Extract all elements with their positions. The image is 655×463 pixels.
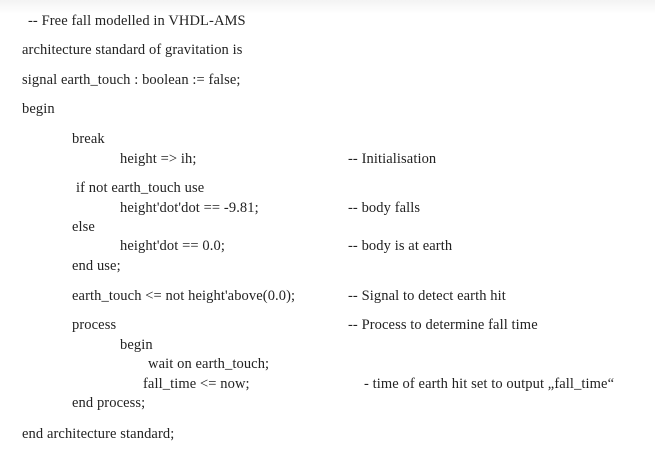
code-line-wait-on: wait on earth_touch; [148,356,270,372]
code-line-height-init: height => ih; [120,151,197,167]
comment-process-determine: -- Process to determine fall time [348,317,538,333]
code-line-end-architecture: end architecture standard; [22,426,175,442]
top-shading [0,0,655,14]
code-line-if-not: if not earth_touch use [76,180,205,196]
code-line-end-process: end process; [72,395,146,411]
code-line-process: process [72,317,117,333]
code-line-end-use: end use; [72,258,121,274]
comment-signal-detect: -- Signal to detect earth hit [348,288,506,304]
code-line-begin: begin [22,101,55,117]
code-line-architecture: architecture standard of gravitation is [22,42,243,58]
code-line-earth-touch: earth_touch <= not height'above(0.0); [72,288,296,304]
comment-initialisation: -- Initialisation [348,151,437,167]
code-line-else: else [72,219,95,235]
code-line-dotdot: height'dot'dot == -9.81; [120,200,259,216]
code-line-title-comment: -- Free fall modelled in VHDL-AMS [28,13,246,29]
comment-body-at-earth: -- body is at earth [348,238,453,254]
code-line-signal: signal earth_touch : boolean := false; [22,72,241,88]
comment-body-falls: -- body falls [348,200,421,216]
code-line-fall-time: fall_time <= now; [143,376,250,392]
code-line-dot: height'dot == 0.0; [120,238,225,254]
code-line-process-begin: begin [120,337,153,353]
code-line-break: break [72,131,105,147]
comment-time-of-earth-hit: - time of earth hit set to output „fall_time“ [364,376,615,392]
